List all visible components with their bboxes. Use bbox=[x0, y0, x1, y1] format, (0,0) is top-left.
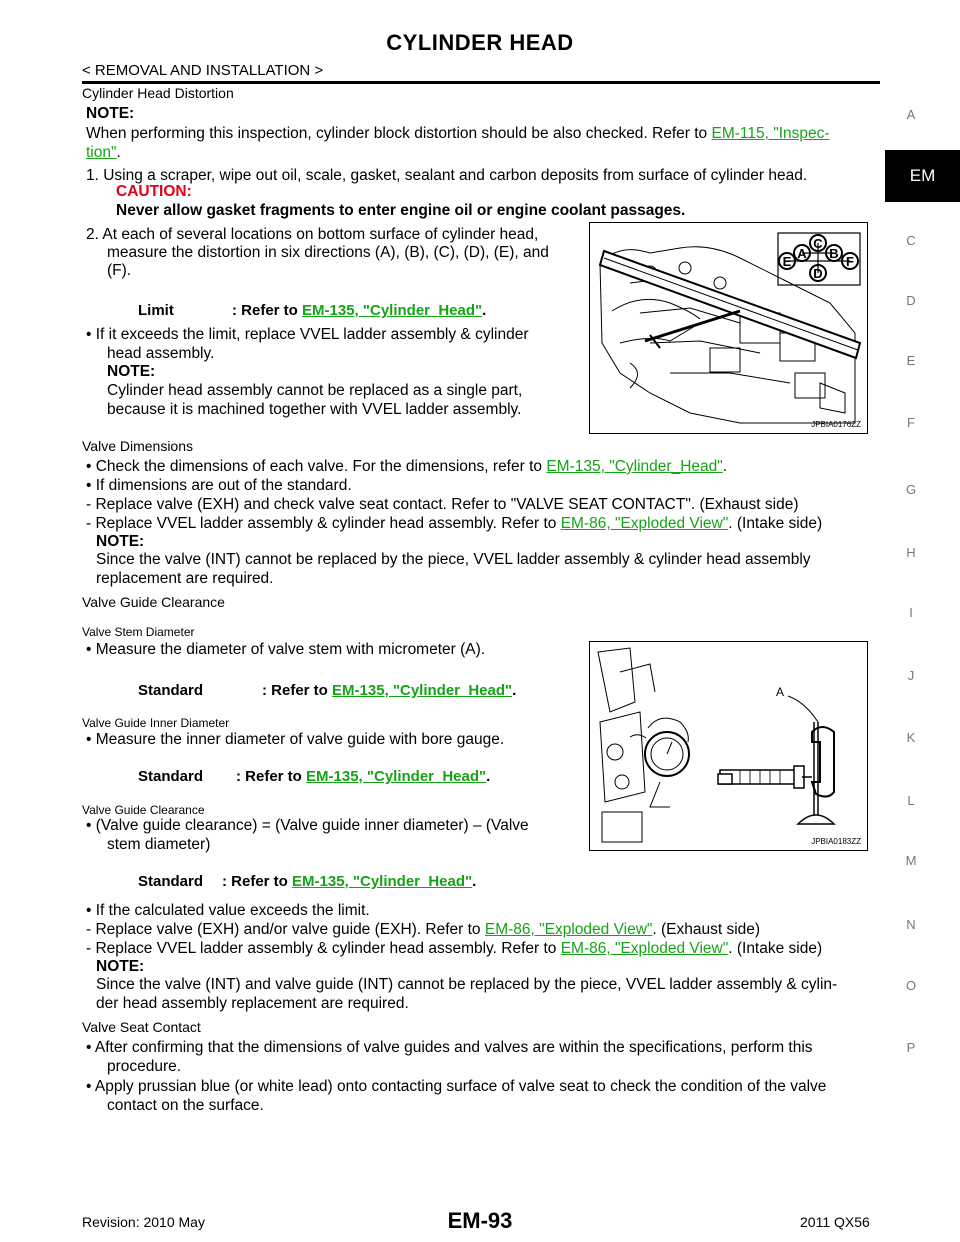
inner-std-spec bbox=[236, 768, 490, 785]
sidebar-letter-l[interactable]: L bbox=[907, 793, 915, 808]
sidebar-letter-o[interactable]: O bbox=[905, 978, 917, 993]
bullet-exceed-line2: head assembly. bbox=[107, 345, 215, 362]
figure-micrometer bbox=[589, 641, 868, 851]
note-end: . bbox=[116, 144, 121, 161]
note2-line1: Cylinder head assembly cannot be replaced as a single part, bbox=[107, 382, 523, 399]
clearance-std-text: : Refer to bbox=[222, 873, 293, 890]
clearance-formula-line2: stem diameter) bbox=[107, 836, 211, 853]
caution-text: Never allow gasket fragments to enter engine oil or engine coolant passages. bbox=[116, 202, 686, 219]
label-c: C bbox=[813, 236, 823, 251]
stem-bullet: • Measure the diameter of valve stem with micrometer (A). bbox=[86, 641, 486, 658]
guide-note-line2: der head assembly replacement are required. bbox=[96, 995, 409, 1012]
label-a: A bbox=[797, 246, 807, 261]
footer-page-number: EM-93 bbox=[447, 1208, 513, 1233]
page-title: CYLINDER HEAD bbox=[386, 30, 574, 55]
footer-revision: Revision: 2010 May bbox=[82, 1214, 205, 1230]
caution-label: CAUTION: bbox=[116, 183, 192, 200]
exceed-dash-2-text: - Replace VVEL ladder assembly & cylinder head assembly. Refer to bbox=[86, 940, 561, 957]
sidebar-letter-k[interactable]: K bbox=[906, 730, 916, 745]
step-1: 1. Using a scraper, wipe out oil, scale, gasket, sealant and carbon deposits from surface of cylinder head. bbox=[86, 167, 808, 184]
step-2-line1: 2. At each of several locations on bottom surface of cylinder head, bbox=[86, 226, 539, 243]
limit-label: Limit bbox=[138, 302, 174, 319]
clearance-std-spec bbox=[222, 873, 476, 890]
exceed-dash-2 bbox=[86, 939, 822, 958]
figure-caption-2: JPBIA0183ZZ bbox=[811, 837, 861, 846]
sidebar-letter-h[interactable]: H bbox=[906, 545, 916, 560]
sidebar-letter-p[interactable]: P bbox=[906, 1040, 916, 1055]
footer-model: 2011 QX56 bbox=[800, 1214, 870, 1230]
section-heading-dimensions: Valve Dimensions bbox=[82, 438, 194, 454]
note-text bbox=[86, 124, 886, 143]
note-text-cont bbox=[86, 143, 121, 162]
dimensions-bullet-1-text: • Check the dimensions of each valve. For the dimensions, refer to bbox=[86, 458, 547, 475]
dimensions-dash-1: - Replace valve (EXH) and check valve seat contact. Refer to "VALVE SEAT CONTACT". (Exhaust side) bbox=[86, 496, 799, 513]
label-f: F bbox=[846, 254, 854, 269]
sidebar-letter-i[interactable]: I bbox=[909, 605, 913, 620]
figure-head-distortion bbox=[589, 222, 868, 434]
link-em-86-dimensions[interactable]: EM-86, "Exploded View" bbox=[560, 515, 729, 532]
exceed-dash-2-end: . (Intake side) bbox=[728, 940, 823, 957]
link-em-135-stem[interactable]: EM-135, "Cylinder_Head" bbox=[332, 682, 513, 699]
inner-bullet: • Measure the inner diameter of valve guide with bore gauge. bbox=[86, 731, 505, 748]
inner-std-end: . bbox=[486, 768, 491, 785]
subheading-guide-inner: Valve Guide Inner Diameter bbox=[82, 716, 230, 730]
exceed-bullet: • If the calculated value exceeds the limit. bbox=[86, 902, 370, 919]
stem-std-spec bbox=[262, 682, 516, 699]
limit-text: : Refer to bbox=[232, 302, 303, 319]
note2-label: NOTE: bbox=[107, 363, 156, 380]
exceed-dash-1-text: - Replace valve (EXH) and/or valve guide (EXH). Refer to bbox=[86, 921, 485, 938]
sidebar-letter-d[interactable]: D bbox=[906, 293, 916, 308]
dimensions-bullet-1 bbox=[86, 457, 727, 476]
sidebar-letter-a[interactable]: A bbox=[906, 107, 916, 122]
limit-spec bbox=[232, 302, 486, 319]
step-2-line2: measure the distortion in six directions (A), (B), (C), (D), (E), and bbox=[107, 244, 549, 261]
link-em-115-cont[interactable]: tion" bbox=[86, 144, 117, 161]
limit-end: . bbox=[482, 302, 487, 319]
seat-bullet-2-line2: contact on the surface. bbox=[107, 1097, 264, 1114]
dimensions-bullet-1-end: . bbox=[722, 458, 728, 475]
link-em-135-inner[interactable]: EM-135, "Cylinder_Head" bbox=[306, 768, 487, 785]
inner-std-text: : Refer to bbox=[236, 768, 307, 785]
clearance-std-end: . bbox=[472, 873, 477, 890]
link-em-135-clearance[interactable]: EM-135, "Cylinder_Head" bbox=[292, 873, 473, 890]
micrometer-illustration bbox=[590, 642, 867, 850]
header-rule bbox=[82, 81, 880, 84]
link-em-86-intake[interactable]: EM-86, "Exploded View" bbox=[560, 940, 729, 957]
section-heading-guide: Valve Guide Clearance bbox=[82, 594, 225, 610]
clearance-formula-line1: • (Valve guide clearance) = (Valve guide inner diameter) – (Valve bbox=[86, 817, 529, 834]
dimensions-note-label: NOTE: bbox=[96, 533, 145, 550]
clearance-std-label: Standard bbox=[138, 873, 204, 890]
breadcrumb: < REMOVAL AND INSTALLATION > bbox=[82, 62, 324, 79]
note2-line2: because it is machined together with VVEL ladder assembly. bbox=[107, 401, 522, 418]
label-a-micrometer: A bbox=[776, 685, 785, 699]
dimensions-bullet-2: • If dimensions are out of the standard. bbox=[86, 477, 352, 494]
sidebar-letter-n[interactable]: N bbox=[906, 917, 916, 932]
link-em-115[interactable]: EM-115, "Inspec- bbox=[711, 125, 830, 142]
link-em-135-limit[interactable]: EM-135, "Cylinder_Head" bbox=[302, 302, 483, 319]
note-label: NOTE: bbox=[86, 105, 135, 122]
step-2-line3: (F). bbox=[107, 262, 132, 279]
label-d: D bbox=[813, 266, 823, 281]
dimensions-note-line2: replacement are required. bbox=[96, 570, 274, 587]
sidebar-letter-j[interactable]: J bbox=[907, 668, 915, 683]
section-heading-distortion: Cylinder Head Distortion bbox=[82, 85, 234, 101]
stem-std-label: Standard bbox=[138, 682, 204, 699]
sidebar-letter-e[interactable]: E bbox=[906, 353, 916, 368]
sidebar-letter-f[interactable]: F bbox=[907, 415, 915, 430]
inner-std-label: Standard bbox=[138, 768, 204, 785]
link-em-86-exhaust[interactable]: EM-86, "Exploded View" bbox=[484, 921, 653, 938]
guide-note-line1: Since the valve (INT) and valve guide (INT) cannot be replaced by the piece, VVEL ladder assembly & cylin- bbox=[96, 976, 838, 993]
sidebar-letter-c[interactable]: C bbox=[906, 233, 916, 248]
straightedge-illustration bbox=[590, 223, 867, 433]
label-e: E bbox=[782, 254, 792, 269]
figure-caption-1: JPBIA0176ZZ bbox=[811, 420, 861, 429]
stem-std-end: . bbox=[512, 682, 517, 699]
seat-bullet-2-line1: • Apply prussian blue (or white lead) onto contacting surface of valve seat to check the condition of the valve bbox=[86, 1078, 827, 1095]
seat-bullet-1-line1: • After confirming that the dimensions of valve guides and valves are within the specifications, perform this bbox=[86, 1039, 813, 1056]
exceed-dash-1-end: . (Exhaust side) bbox=[652, 921, 761, 938]
seat-bullet-1-line2: procedure. bbox=[107, 1058, 182, 1075]
stem-std-text: : Refer to bbox=[262, 682, 333, 699]
dimensions-note-line1: Since the valve (INT) cannot be replaced by the piece, VVEL ladder assembly & cylinder head assembly bbox=[96, 551, 811, 568]
subheading-guide-clearance: Valve Guide Clearance bbox=[82, 803, 205, 817]
sidebar-letter-m[interactable]: M bbox=[905, 853, 917, 868]
bullet-exceed-line1: • If it exceeds the limit, replace VVEL ladder assembly & cylinder bbox=[86, 326, 529, 343]
dimensions-dash-2-text: - Replace VVEL ladder assembly & cylinder head assembly. Refer to bbox=[86, 515, 561, 532]
dimensions-dash-2 bbox=[86, 514, 822, 533]
note-body: When performing this inspection, cylinder block distortion should be also checked. Refer to bbox=[86, 125, 712, 142]
sidebar-tab-em[interactable]: EM bbox=[885, 150, 960, 202]
dimensions-dash-2-end: . (Intake side) bbox=[728, 515, 823, 532]
sidebar-letter-g[interactable]: G bbox=[905, 482, 917, 497]
subheading-stem-diameter: Valve Stem Diameter bbox=[82, 625, 195, 639]
link-em-135-dimensions[interactable]: EM-135, "Cylinder_Head" bbox=[546, 458, 723, 475]
label-b: B bbox=[829, 246, 839, 261]
guide-note-label: NOTE: bbox=[96, 958, 145, 975]
section-heading-seat: Valve Seat Contact bbox=[82, 1019, 201, 1035]
exceed-dash-1 bbox=[86, 920, 760, 939]
